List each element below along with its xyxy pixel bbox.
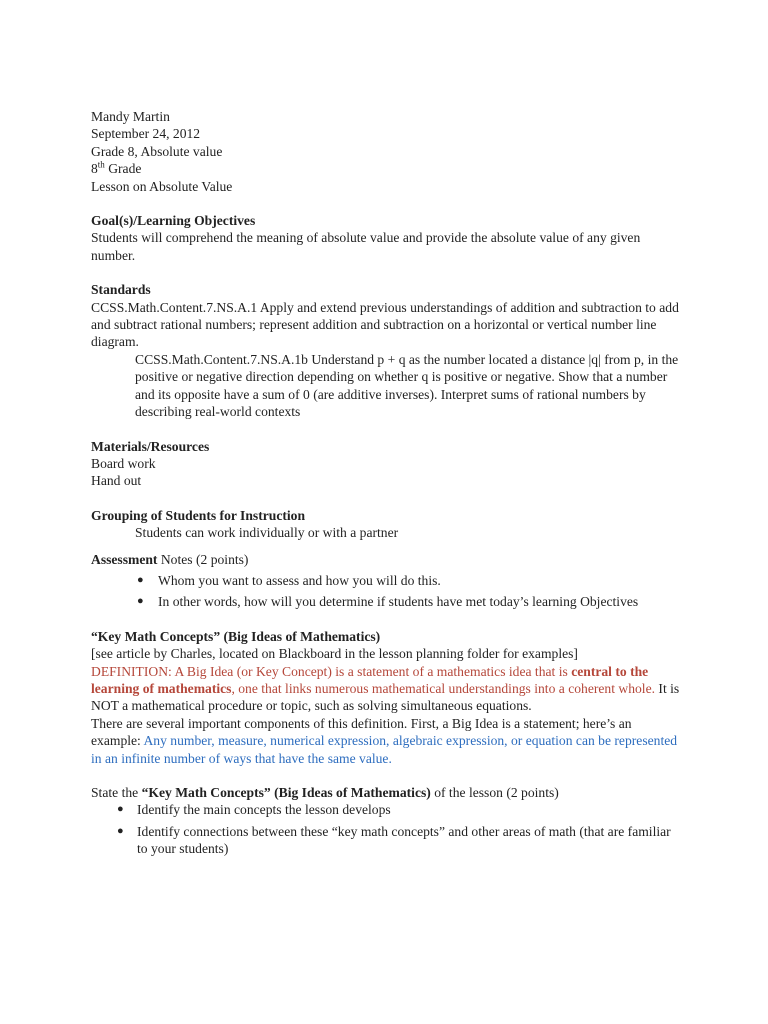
list-item	[91, 593, 681, 610]
definition-paragraph	[91, 663, 681, 715]
assessment-section	[91, 551, 681, 611]
goals-heading: Goal(s)/Learning Objectives	[91, 213, 256, 229]
assessment-bullets	[91, 572, 681, 611]
list-item	[91, 823, 681, 858]
standards-subtext: CCSS.Math.Content.7.NS.A.1b Understand p + q as the number located a distance |q| from p, in the positive or negative direction depending on whether q is positive or negative. Show that a number and its opposite have a sum of 0 (are additive inverses). Interpret sums of rational numbers by describing real-world contexts	[135, 351, 679, 420]
standards-text: CCSS.Math.Content.7.NS.A.1 Apply and extend previous understandings of addition and subtraction to add and subtract rational numbers; represent addition and subtraction on a horizontal or vertical number line diagram.	[91, 299, 679, 350]
definition-intro: DEFINITION: A Big Idea (or Key Concept) is a statement of a mathematics idea that is	[91, 663, 572, 679]
grouping-section	[91, 507, 681, 542]
grade-word: Grade	[104, 161, 142, 177]
author-name: Mandy Martin	[91, 109, 170, 124]
grouping-heading: Grouping of Students for Instruction	[91, 507, 306, 523]
grade-superscript: th	[97, 159, 105, 170]
standards-section	[91, 281, 681, 420]
bullet-icon: ●	[117, 803, 124, 816]
list-item	[91, 801, 681, 818]
bullet-icon: ●	[137, 595, 144, 608]
bullet-icon: ●	[137, 573, 144, 586]
assessment-notes: Notes (2 points)	[157, 551, 249, 567]
state-prefix: State the	[91, 785, 142, 800]
state-line	[91, 784, 681, 801]
assessment-bullet-text: In other words, how will you determine if students have met today’s learning Objectives	[158, 594, 639, 610]
assessment-line	[91, 551, 681, 568]
header-block	[91, 108, 681, 195]
key-concepts-section	[91, 628, 681, 767]
assessment-heading: Assessment	[91, 551, 158, 567]
article-note: [see article by Charles, located on Blackboard in the lesson planning folder for examples]	[91, 646, 578, 662]
materials-item: Hand out	[91, 473, 142, 489]
components-text: There are several important components of this definition. First, a Big Idea is a statement; here’s an example:	[91, 715, 632, 749]
state-emphasis: “Key Math Concepts” (Big Ideas of Mathematics)	[141, 785, 431, 800]
bullet-icon: ●	[117, 824, 124, 837]
assessment-bullet-text: Whom you want to assess and how you will do this.	[158, 572, 441, 588]
grade-topic: Grade 8, Absolute value	[91, 143, 223, 159]
state-section	[91, 784, 681, 858]
definition-continuation: , one that links numerous mathematical understandings into a coherent whole.	[231, 680, 656, 696]
standards-heading: Standards	[91, 282, 151, 298]
state-bullet-text: Identify connections between these “key math concepts” and other areas of math (that are familiar to your students)	[137, 823, 671, 857]
materials-heading: Materials/Resources	[91, 438, 210, 454]
document-date: September 24, 2012	[91, 126, 201, 142]
key-concepts-heading: “Key Math Concepts” (Big Ideas of Mathematics)	[91, 628, 381, 644]
lesson-title: Lesson on Absolute Value	[91, 178, 233, 194]
state-bullet-text: Identify the main concepts the lesson develops	[137, 802, 391, 818]
list-item	[91, 572, 681, 589]
components-paragraph	[91, 715, 681, 767]
lesson-plan	[91, 108, 681, 858]
definition-note: It is NOT a mathematical procedure or topic, such as solving simultaneous equations.	[91, 680, 680, 714]
grade-number: 8	[91, 161, 98, 177]
materials-item: Board work	[91, 455, 156, 471]
grouping-text: Students can work individually or with a partner	[135, 525, 399, 541]
state-suffix: of the lesson (2 points)	[430, 785, 559, 800]
goals-section	[91, 212, 681, 264]
big-idea-example: Any number, measure, numerical expression, algebraic expression, or equation can be represented in an infinite number of ways that have the same value.	[91, 733, 678, 766]
state-bullets	[91, 801, 681, 857]
goals-text: Students will comprehend the meaning of absolute value and provide the absolute value of any given number.	[91, 230, 641, 263]
grade-line	[91, 160, 681, 177]
definition-emphasis: central to the learning of mathematics	[91, 663, 649, 696]
materials-section	[91, 438, 681, 490]
